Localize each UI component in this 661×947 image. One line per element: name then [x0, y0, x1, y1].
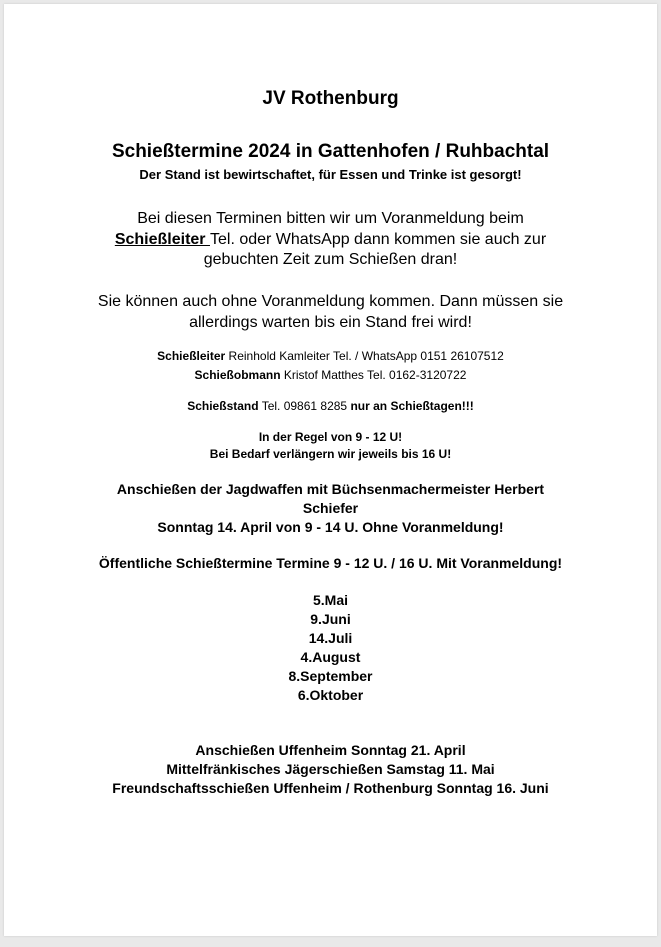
other-event: Freundschaftsschießen Uffenheim / Rothenburg Sonntag 16. Juni — [112, 780, 549, 796]
contact-stand-label: Schießstand — [187, 399, 259, 413]
date-item: 5.Mai — [312, 592, 348, 608]
hours-line-2: Bei Bedarf verlängern wir jeweils bis 16 U! — [209, 447, 452, 461]
event1-line-2: Schiefer — [302, 500, 359, 516]
hours-line-1: In der Regel von 9 - 12 U! — [258, 430, 403, 444]
date-item: 6.Oktober — [297, 687, 364, 703]
other-event: Anschießen Uffenheim Sonntag 21. April — [195, 742, 466, 758]
event1-line-3: Sonntag 14. April von 9 - 14 U. Ohne Voranmeldung! — [157, 519, 504, 535]
date-item: 4.August — [300, 649, 361, 665]
intro-line-2 — [4, 231, 657, 249]
date-item: 14.Juli — [308, 630, 353, 646]
document-page — [4, 4, 657, 936]
contact-obmann-label: Schießobmann — [194, 368, 281, 382]
page-title: Schießtermine 2024 in Gattenhofen / Ruhbachtal — [111, 141, 550, 162]
event1-line-1: Anschießen der Jagdwaffen mit Büchsenmachermeister Herbert — [116, 481, 545, 497]
public-heading: Öffentliche Schießtermine Termine 9 - 12 U. / 16 U. Mit Voranmeldung! — [98, 555, 563, 571]
club-name: JV Rothenburg — [262, 88, 399, 109]
contact-obmann — [4, 369, 657, 383]
contact-stand-text: Tel. 09861 8285 — [258, 399, 351, 413]
contact-leiter — [4, 350, 657, 364]
date-item: 8.September — [288, 668, 373, 684]
intro-line-3: gebuchten Zeit zum Schießen dran! — [203, 251, 458, 268]
contact-leiter-text: Reinhold Kamleiter Tel. / WhatsApp 0151 26107512 — [225, 349, 504, 363]
walkin-line-2: allerdings warten bis ein Stand frei wird! — [189, 314, 472, 331]
contact-stand-note: nur an Schießtagen!!! — [350, 399, 474, 413]
intro-line-2-text: Tel. oder WhatsApp dann kommen sie auch zur — [209, 231, 547, 248]
schiessleiter-link[interactable]: Schießleiter — [114, 231, 210, 248]
intro-line-1: Bei diesen Terminen bitten wir um Voranmeldung beim — [137, 210, 524, 227]
other-event: Mittelfränkisches Jägerschießen Samstag 11. Mai — [166, 761, 495, 777]
date-item: 9.Juni — [310, 611, 351, 627]
contact-stand — [4, 400, 657, 414]
subtitle: Der Stand ist bewirtschaftet, für Essen und Trinke ist gesorgt! — [139, 167, 522, 182]
contact-leiter-label: Schießleiter — [157, 349, 226, 363]
contact-obmann-text: Kristof Matthes Tel. 0162-3120722 — [280, 368, 467, 382]
walkin-line-1: Sie können auch ohne Voranmeldung kommen. Dann müssen sie — [97, 293, 564, 310]
